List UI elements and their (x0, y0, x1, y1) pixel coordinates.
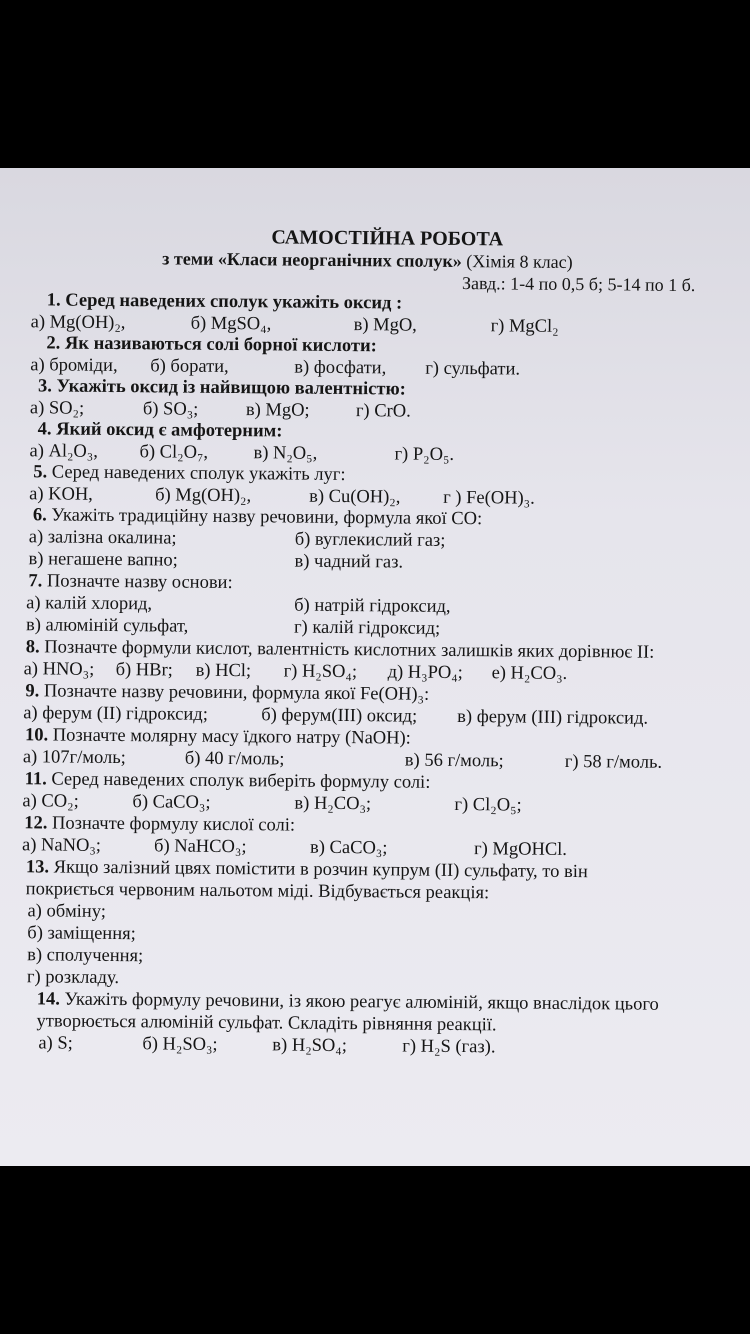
question-14-cont: утворюється алюміній сульфат. Складіть рівняння реакції. (36, 1011, 497, 1036)
question-6: 6. Укажіть традиційну назву речовини, формула якої CO: (32, 505, 483, 530)
q11-option-c: в) H₂CO₃; (294, 793, 372, 815)
q2-option-a: а) броміди, (30, 355, 118, 377)
q11-option-a: а) CO₂; (22, 791, 79, 812)
q9-option-b: б) ферум(ІІІ) оксид; (261, 705, 418, 727)
q12-option-c: в) CaCO₃; (309, 837, 388, 859)
q10-option-b: б) 40 г/моль; (184, 748, 285, 770)
q6-option-c: в) негашене вапно; (28, 549, 178, 571)
q1-option-c: в) MgO, (353, 315, 417, 336)
q14-option-a: а) S; (38, 1033, 73, 1054)
scoring-note: Завд.: 1-4 по 0,5 б; 5-14 по 1 б. (461, 273, 696, 296)
q5-option-a: а) KOH, (29, 484, 93, 505)
q9-option-a: а) ферум (ІІ) гідроксид; (23, 703, 208, 725)
q2-option-d: г) сульфати. (425, 358, 521, 380)
q8-option-d: г) H₂SO₄; (283, 661, 358, 683)
q6-option-d: в) чадний газ. (294, 551, 404, 573)
q1-option-d: г) MgCl₂ (490, 316, 559, 337)
q13-option-d: г) розкладу. (26, 967, 120, 989)
q3-option-b: б) SO₃; (142, 399, 199, 420)
q11-option-d: г) Cl₂O₅; (454, 794, 522, 816)
q2-option-c: в) фосфати, (294, 357, 387, 379)
q13-option-c: в) сполучення; (27, 945, 144, 967)
q7-option-d: г) калій гідроксид; (293, 617, 441, 639)
page-title: САМОСТІЙНА РОБОТА (271, 226, 504, 251)
q3-option-d: г) CrO. (355, 401, 411, 422)
q1-option-a: а) Mg(OH)₂, (30, 312, 126, 334)
q8-option-f: е) H₂CO₃. (491, 663, 568, 684)
question-13-cont: покриється червоним нальотом міді. Відбувається реакція: (25, 879, 490, 904)
question-11: 11. Серед наведених сполук виберіть формулу солі: (24, 769, 431, 793)
q10-option-c: в) 56 г/моль; (404, 750, 504, 772)
question-4: 4. Який оксид є амфотерним: (37, 419, 283, 442)
q4-option-d: г) P₂O₅. (394, 444, 455, 465)
q7-option-c: в) алюміній сульфат, (25, 615, 189, 637)
q8-option-a: а) HNO₃; (23, 659, 95, 680)
question-1: 1. Серед наведених сполук укажіть оксид : (46, 290, 403, 314)
question-7: 7. Позначте назву основи: (28, 571, 233, 594)
question-12: 12. Позначте формулу кислої солі: (24, 813, 296, 836)
question-10: 10. Позначте молярну масу їдкого натру (NaOH): (24, 725, 411, 749)
q5-option-c: в) Cu(OH)₂, (309, 486, 401, 508)
q13-option-b: б) заміщення; (27, 923, 136, 945)
q1-option-b: б) MgSO₄, (190, 313, 272, 335)
question-2: 2. Як називаються солі борної кислоти: (46, 333, 377, 357)
worksheet-page (0, 168, 750, 1166)
q5-option-b: б) Mg(OH)₂, (155, 485, 252, 507)
q4-option-b: б) Cl₂O₇, (139, 442, 209, 463)
q2-option-b: б) борати, (150, 356, 229, 378)
q4-option-a: а) Al₂O₃, (29, 441, 99, 462)
q8-option-c: в) HCl; (195, 660, 252, 682)
q6-option-a: а) залізна окалина; (28, 527, 177, 549)
page-subtitle (162, 247, 573, 273)
question-14: 14. Укажіть формулу речовини, із якою реагує алюміній, якщо внаслідок цього (36, 989, 659, 1015)
q10-option-d: г) 58 г/моль. (564, 751, 663, 773)
photo-of-worksheet (0, 168, 750, 1166)
q14-option-d: г) H₂S (газ). (402, 1036, 496, 1058)
subtitle-grade: (Хімія 8 клас) (461, 251, 573, 273)
q5-option-d: г ) Fe(OH)₃. (443, 487, 535, 509)
q7-option-a: а) калій хлорид, (26, 593, 153, 615)
q13-option-a: а) обміну; (27, 901, 106, 922)
question-9: 9. Позначте назву речовини, формула якої Fe(OH)₃: (25, 681, 430, 705)
q14-option-c: в) H₂SO₄; (272, 1035, 348, 1057)
q10-option-a: а) 107г/моль; (22, 747, 126, 769)
question-3: 3. Укажіть оксид із найвищою валентністю: (38, 376, 406, 400)
q9-option-c: в) ферум (ІІІ) гідроксид. (457, 707, 649, 729)
question-13: 13. Якщо залізний цвях помістити в розчин купрум (ІІ) сульфату, то він (25, 857, 588, 883)
q7-option-b: б) натрій гідроксид, (294, 595, 451, 617)
q11-option-b: б) CaCO₃; (132, 792, 211, 813)
q14-option-b: б) H₂SO₃; (142, 1034, 218, 1055)
q3-option-c: в) MgO; (245, 400, 310, 421)
q12-option-d: г) MgOHCl. (473, 839, 568, 860)
q8-option-e: д) H₃PO₄; (387, 662, 463, 684)
q8-option-b: б) HBr; (115, 660, 173, 681)
q12-option-b: б) NaHCO₃; (153, 836, 247, 858)
question-8: 8. Позначте формули кислот, валентність кислотних залишків яких дорівнює ІІ: (25, 637, 655, 663)
q12-option-a: а) NaNO₃; (22, 835, 102, 856)
question-5: 5. Серед наведених сполук укажіть луг: (33, 462, 346, 486)
q3-option-a: а) SO₂; (29, 398, 85, 419)
subtitle-topic: з теми «Класи неорганічних сполук» (162, 248, 462, 272)
q4-option-c: в) N₂O₅, (253, 443, 318, 464)
q6-option-b: б) вуглекислий газ; (294, 529, 446, 551)
